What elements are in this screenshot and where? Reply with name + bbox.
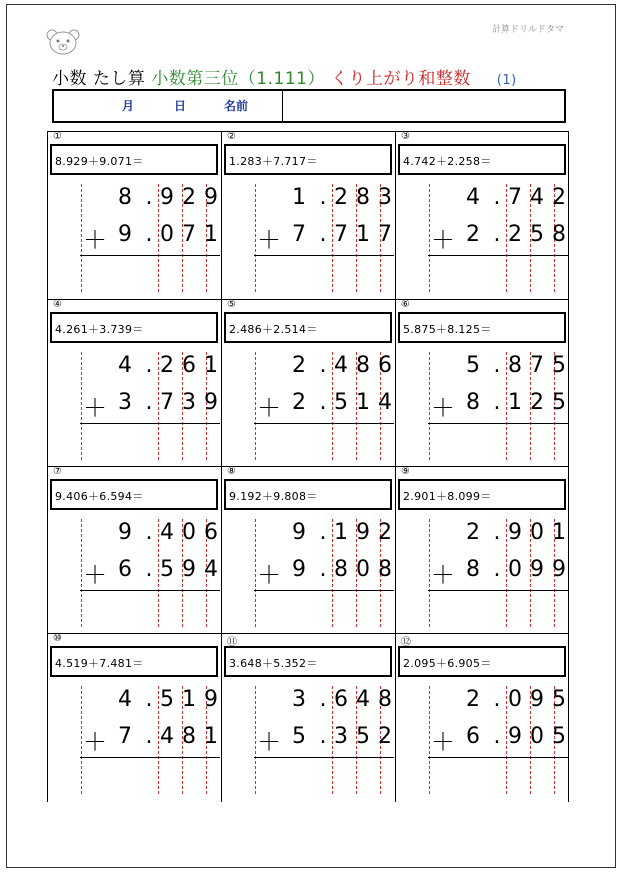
augend-digit: 7: [182, 222, 196, 247]
title-part-1: 小数 たし算: [52, 69, 146, 89]
addend-digit: 4: [530, 185, 544, 210]
expression-box: 4.519＋7.481＝: [50, 646, 218, 677]
augend-digit: 4: [378, 390, 392, 415]
plus-sign: ＋: [431, 728, 455, 756]
guide-line: [81, 519, 82, 627]
augend-digit: .: [145, 557, 153, 582]
addend-digit: 1: [204, 353, 218, 378]
addend-digit: 0: [182, 520, 196, 545]
guide-line: [255, 184, 256, 292]
answer-line: [80, 423, 220, 424]
problem-cell: [47, 633, 221, 801]
addend-digit: 4: [334, 353, 348, 378]
augend-digit: 9: [552, 557, 566, 582]
augend-digit: 9: [118, 222, 132, 247]
addend-digit: 6: [334, 687, 348, 712]
augend-digit: 5: [552, 724, 566, 749]
problem-number: ⑦: [53, 466, 62, 477]
problem-cell: [47, 466, 221, 634]
augend-digit: 7: [334, 222, 348, 247]
name-field-divider: [282, 91, 283, 121]
addend-digit: 6: [204, 520, 218, 545]
addend-digit: 4: [160, 520, 174, 545]
plus-sign: ＋: [431, 561, 455, 589]
name-date-box: [52, 89, 566, 123]
guide-line: [255, 352, 256, 460]
guide-line: [81, 686, 82, 794]
augend-digit: 5: [530, 222, 544, 247]
addend-digit: 9: [292, 520, 306, 545]
augend-digit: 9: [204, 390, 218, 415]
title-part-2: 小数第三位（1.111）: [151, 69, 325, 89]
augend-digit: 2: [466, 222, 480, 247]
addend-digit: 2: [292, 353, 306, 378]
augend-digit: 8: [552, 222, 566, 247]
plus-sign: ＋: [257, 728, 281, 756]
augend-digit: 2: [508, 222, 522, 247]
addend-digit: 2: [466, 520, 480, 545]
augend-digit: .: [493, 390, 501, 415]
augend-digit: .: [319, 390, 327, 415]
augend-digit: 2: [292, 390, 306, 415]
addend-digit: 1: [292, 185, 306, 210]
augend-digit: .: [319, 557, 327, 582]
addend-digit: 2: [334, 185, 348, 210]
problem-cell: [47, 299, 221, 467]
augend-digit: .: [145, 724, 153, 749]
augend-digit: 8: [182, 724, 196, 749]
answer-line: [80, 255, 220, 256]
day-label: 日: [174, 99, 187, 113]
problem-number: ⑥: [401, 299, 410, 310]
guide-line: [81, 184, 82, 292]
augend-digit: 8: [378, 557, 392, 582]
augend-digit: 1: [356, 390, 370, 415]
expression-box: 4.742＋2.258＝: [398, 144, 566, 175]
augend-digit: 7: [378, 222, 392, 247]
addend-digit: 0: [530, 520, 544, 545]
guide-line: [81, 352, 82, 460]
problem-number: ⑧: [227, 466, 236, 477]
addend-digit: .: [145, 185, 153, 210]
addend-digit: 2: [552, 185, 566, 210]
addend-digit: 5: [552, 687, 566, 712]
guide-line: [429, 352, 430, 460]
addend-digit: 9: [508, 520, 522, 545]
addend-digit: .: [145, 353, 153, 378]
augend-digit: 8: [334, 557, 348, 582]
augend-digit: 0: [530, 724, 544, 749]
addend-digit: 8: [378, 687, 392, 712]
problem-number: ④: [53, 299, 62, 310]
expression-box: 5.875＋8.125＝: [398, 312, 566, 343]
page-title: [52, 64, 517, 89]
addend-digit: .: [319, 353, 327, 378]
problem-number: ①: [53, 131, 62, 142]
plus-sign: ＋: [83, 728, 107, 756]
augend-digit: 9: [292, 557, 306, 582]
augend-digit: 1: [356, 222, 370, 247]
title-part-3: くり上がり和整数: [330, 69, 471, 89]
addend-digit: 6: [182, 353, 196, 378]
plus-sign: ＋: [431, 394, 455, 422]
problem-number: ⑪: [227, 637, 237, 648]
addend-digit: .: [145, 687, 153, 712]
problem-cell: [395, 633, 569, 801]
addend-digit: 4: [118, 353, 132, 378]
problem-number: ③: [401, 131, 410, 142]
guide-line: [429, 519, 430, 627]
addend-digit: 1: [552, 520, 566, 545]
augend-digit: 3: [118, 390, 132, 415]
addend-digit: 0: [508, 687, 522, 712]
expression-box: 2.095＋6.905＝: [398, 646, 566, 677]
addend-digit: 8: [356, 353, 370, 378]
guide-line: [255, 519, 256, 627]
addend-digit: 5: [466, 353, 480, 378]
addend-digit: .: [493, 185, 501, 210]
augend-digit: .: [493, 222, 501, 247]
addend-digit: 4: [356, 687, 370, 712]
addend-digit: .: [493, 687, 501, 712]
problem-cell: [221, 633, 395, 801]
addend-digit: .: [319, 185, 327, 210]
month-label: 月: [122, 99, 135, 113]
augend-digit: 3: [182, 390, 196, 415]
augend-digit: 9: [508, 724, 522, 749]
problem-cell: [395, 131, 569, 299]
augend-digit: .: [493, 557, 501, 582]
addend-digit: 4: [118, 687, 132, 712]
augend-digit: 1: [204, 724, 218, 749]
problem-number: ②: [227, 131, 236, 142]
augend-digit: .: [493, 724, 501, 749]
augend-digit: 1: [508, 390, 522, 415]
augend-digit: .: [319, 724, 327, 749]
site-label: 計算ドリルドタマ: [492, 25, 565, 35]
answer-line: [254, 423, 394, 424]
augend-digit: 6: [118, 557, 132, 582]
augend-digit: 9: [182, 557, 196, 582]
addend-digit: 5: [552, 353, 566, 378]
addend-digit: .: [319, 687, 327, 712]
plus-sign: ＋: [83, 226, 107, 254]
problem-cell: [221, 131, 395, 299]
plus-sign: ＋: [257, 561, 281, 589]
augend-digit: 5: [552, 390, 566, 415]
addend-digit: 2: [160, 353, 174, 378]
plus-sign: ＋: [257, 226, 281, 254]
addend-digit: 2: [466, 687, 480, 712]
bear-logo-icon: [45, 28, 81, 56]
guide-line: [429, 184, 430, 292]
problem-cell: [221, 299, 395, 467]
augend-digit: 8: [466, 557, 480, 582]
addend-digit: 5: [160, 687, 174, 712]
augend-digit: 7: [160, 390, 174, 415]
addend-digit: .: [493, 353, 501, 378]
expression-box: 1.283＋7.717＝: [224, 144, 392, 175]
answer-line: [428, 423, 568, 424]
addend-digit: 4: [466, 185, 480, 210]
name-label: 名前: [224, 99, 249, 113]
addend-digit: .: [493, 520, 501, 545]
problem-cell: [47, 131, 221, 299]
augend-digit: 4: [160, 724, 174, 749]
augend-digit: .: [145, 222, 153, 247]
plus-sign: ＋: [83, 561, 107, 589]
addend-digit: .: [145, 520, 153, 545]
answer-line: [80, 757, 220, 758]
addend-digit: 2: [182, 185, 196, 210]
guide-line: [255, 686, 256, 794]
problem-number: ⑨: [401, 466, 410, 477]
problem-cell: [395, 466, 569, 634]
augend-digit: 4: [204, 557, 218, 582]
addend-digit: 9: [356, 520, 370, 545]
augend-digit: 0: [160, 222, 174, 247]
addend-digit: 6: [378, 353, 392, 378]
augend-digit: 5: [334, 390, 348, 415]
plus-sign: ＋: [83, 394, 107, 422]
answer-line: [428, 590, 568, 591]
answer-line: [254, 757, 394, 758]
problem-cell: [395, 299, 569, 467]
addend-digit: 3: [292, 687, 306, 712]
expression-box: 4.261＋3.739＝: [50, 312, 218, 343]
addend-digit: 1: [182, 687, 196, 712]
augend-digit: 8: [466, 390, 480, 415]
problem-number: ⑤: [227, 299, 236, 310]
addend-digit: 9: [204, 185, 218, 210]
problem-number: ⑫: [401, 637, 411, 648]
addend-digit: 8: [118, 185, 132, 210]
augend-digit: 5: [292, 724, 306, 749]
augend-digit: 1: [204, 222, 218, 247]
augend-digit: 6: [466, 724, 480, 749]
augend-digit: .: [319, 222, 327, 247]
augend-digit: 7: [292, 222, 306, 247]
expression-box: 8.929＋9.071＝: [50, 144, 218, 175]
addend-digit: 9: [530, 687, 544, 712]
plus-sign: ＋: [257, 394, 281, 422]
addend-digit: 9: [204, 687, 218, 712]
augend-digit: 7: [118, 724, 132, 749]
problem-number: ⑩: [53, 633, 62, 644]
answer-line: [428, 757, 568, 758]
guide-line: [429, 686, 430, 794]
answer-line: [254, 255, 394, 256]
addend-digit: 3: [378, 185, 392, 210]
addend-digit: 7: [530, 353, 544, 378]
addend-digit: 1: [334, 520, 348, 545]
addend-digit: 9: [118, 520, 132, 545]
expression-box: 3.648＋5.352＝: [224, 646, 392, 677]
addend-digit: 9: [160, 185, 174, 210]
augend-digit: 3: [334, 724, 348, 749]
plus-sign: ＋: [431, 226, 455, 254]
augend-digit: 0: [508, 557, 522, 582]
augend-digit: 2: [378, 724, 392, 749]
answer-line: [254, 590, 394, 591]
addend-digit: 7: [508, 185, 522, 210]
expression-box: 9.192＋9.808＝: [224, 479, 392, 510]
title-part-4: (1): [496, 73, 517, 88]
augend-digit: 2: [530, 390, 544, 415]
answer-line: [80, 590, 220, 591]
expression-box: 2.901＋8.099＝: [398, 479, 566, 510]
answer-line: [428, 255, 568, 256]
augend-digit: 5: [356, 724, 370, 749]
augend-digit: 9: [530, 557, 544, 582]
addend-digit: 8: [508, 353, 522, 378]
expression-box: 2.486＋2.514＝: [224, 312, 392, 343]
addend-digit: .: [319, 520, 327, 545]
problem-cell: [221, 466, 395, 634]
augend-digit: 5: [160, 557, 174, 582]
addend-digit: 2: [378, 520, 392, 545]
addend-digit: 8: [356, 185, 370, 210]
augend-digit: 0: [356, 557, 370, 582]
expression-box: 9.406＋6.594＝: [50, 479, 218, 510]
augend-digit: .: [145, 390, 153, 415]
